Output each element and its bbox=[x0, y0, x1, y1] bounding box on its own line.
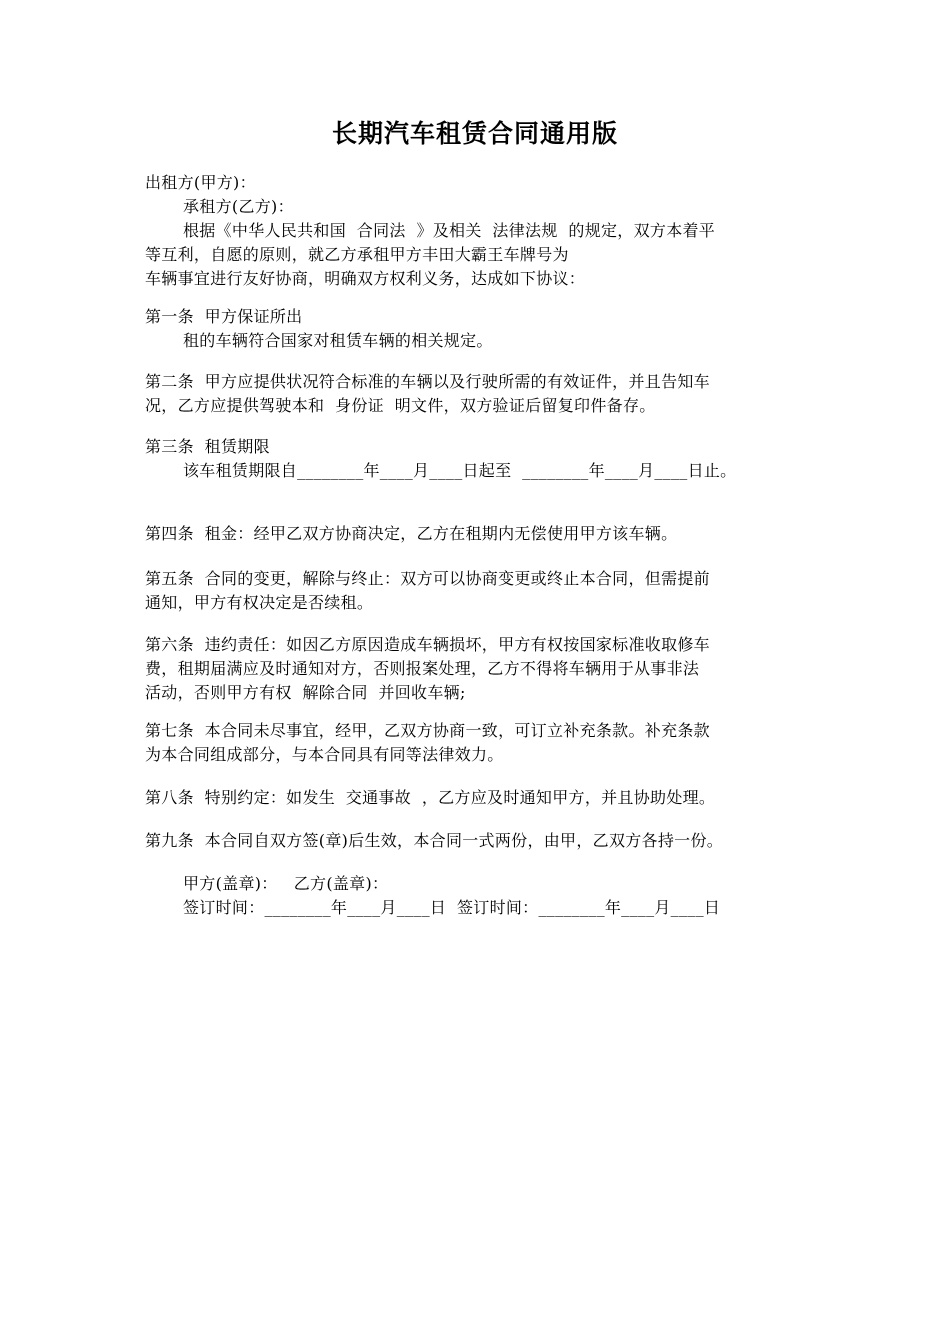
article-5-line-2: 通知，甲方有权决定是否续租。 bbox=[145, 593, 374, 612]
article-2-line-2: 况，乙方应提供驾驶本和 身份证 明文件，双方验证后留复印件备存。 bbox=[145, 396, 656, 415]
article-6-line-3: 活动，否则甲方有权 解除合同 并回收车辆; bbox=[145, 683, 466, 702]
article-3-body: 该车租赁期限自________年____月____日起至 ________年____月____日止。 bbox=[183, 461, 737, 480]
preamble-line-1: 根据《中华人民共和国 合同法 》及相关 法律法规 的规定，双方本着平 bbox=[183, 221, 716, 240]
lessee-line: 承租方(乙方)： bbox=[183, 197, 294, 216]
lessor-line: 出租方(甲方)： bbox=[145, 173, 256, 192]
article-1-body: 租的车辆符合国家对租赁车辆的相关规定。 bbox=[183, 331, 493, 350]
article-5-line-1: 第五条 合同的变更，解除与终止：双方可以协商变更或终止本合同，但需提前 bbox=[145, 569, 710, 588]
article-7-line-2: 为本合同组成部分，与本合同具有同等法律效力。 bbox=[145, 745, 504, 764]
document-title: 长期汽车租赁合同通用版 bbox=[331, 119, 618, 148]
article-3-heading: 第三条 租赁期限 bbox=[145, 437, 270, 456]
article-9: 第九条 本合同自双方签(章)后生效，本合同一式两份，由甲，乙双方各持一份。 bbox=[145, 831, 724, 850]
preamble-line-3: 车辆事宜进行友好协商，明确双方权利义务，达成如下协议： bbox=[145, 269, 586, 288]
signature-dates: 签订时间：________年____月____日 签订时间：________年____月____日 bbox=[183, 898, 721, 917]
preamble-line-2: 等互利，自愿的原则，就乙方承租甲方丰田大霸王车牌号为 bbox=[145, 245, 569, 264]
article-6-line-1: 第六条 违约责任：如因乙方原因造成车辆损坏，甲方有权按国家标准收取修车 bbox=[145, 635, 710, 654]
article-6-line-2: 费，租期届满应及时通知对方，否则报案处理，乙方不得将车辆用于从事非法 bbox=[145, 659, 700, 678]
article-2-line-1: 第二条 甲方应提供状况符合标准的车辆以及行驶所需的有效证件，并且告知车 bbox=[145, 372, 710, 391]
signature-parties: 甲方(盖章)： 乙方(盖章)： bbox=[183, 874, 389, 893]
article-1-heading: 第一条 甲方保证所出 bbox=[145, 307, 303, 326]
article-8: 第八条 特别约定：如发生 交通事故 ，乙方应及时通知甲方，并且协助处理。 bbox=[145, 788, 716, 807]
article-4: 第四条 租金：经甲乙双方协商决定，乙方在租期内无偿使用甲方该车辆。 bbox=[145, 524, 678, 543]
article-7-line-1: 第七条 本合同未尽事宜，经甲，乙双方协商一致，可订立补充条款。补充条款 bbox=[145, 721, 710, 740]
